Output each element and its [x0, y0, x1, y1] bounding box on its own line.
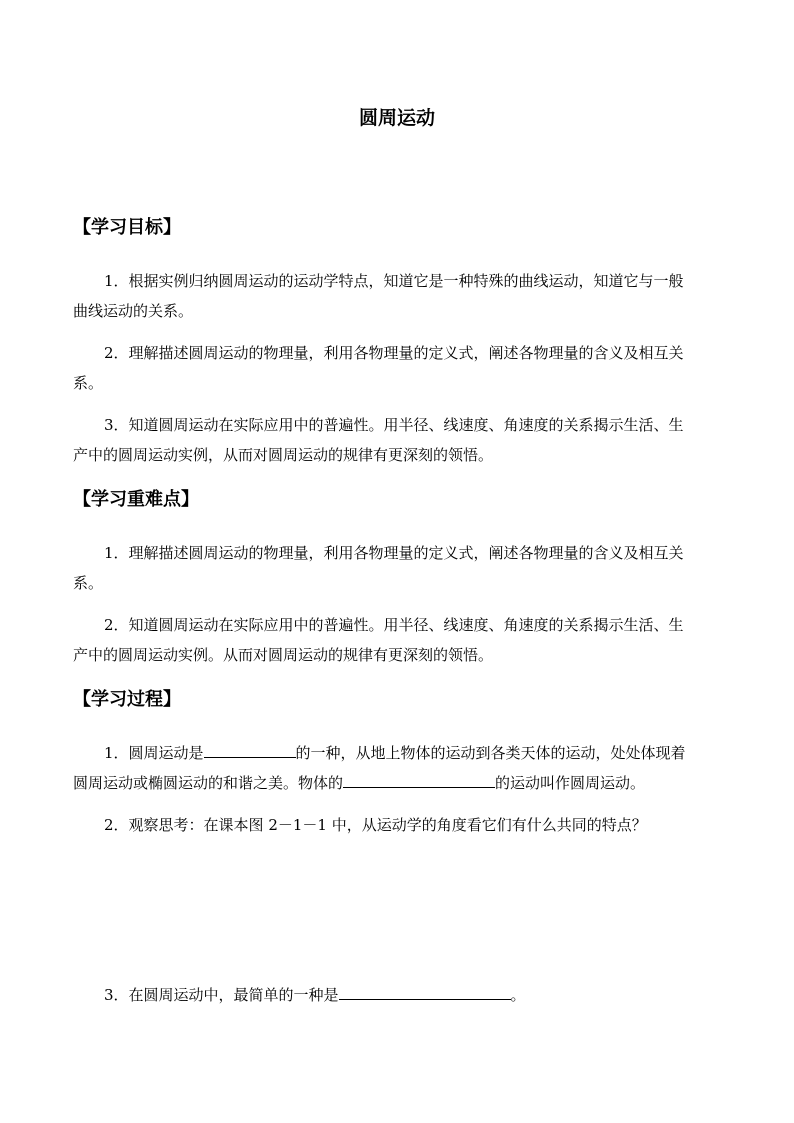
goal-item-3-line1: 3．知道圆周运动在实际应用中的普遍性。用半径、线速度、角速度的关系揭示生活、生	[104, 416, 684, 434]
q1-text-b: 的一种，从地上物体的运动到各类天体的运动，处处体现着	[295, 744, 686, 762]
goal-item-3-line2: 产中的圆周运动实例，从而对圆周运动的规律有更深刻的领悟。	[73, 446, 494, 464]
process-question-1-line1	[73, 738, 723, 768]
process-question-1-line2	[73, 768, 723, 798]
process-question-2	[73, 810, 723, 840]
process-question-3-line1	[73, 980, 723, 1010]
process-question-1	[73, 738, 723, 798]
goal-item-2	[73, 338, 723, 398]
section-heading-key-points: 【学习重难点】	[73, 489, 199, 510]
q1-text-d: 的运动叫作圆周运动。	[495, 774, 646, 792]
section-heading-goals: 【学习目标】	[73, 217, 181, 238]
key-point-item-2-line1: 2．知道圆周运动在实际应用中的普遍性。用半径、线速度、角速度的关系揭示生活、生	[104, 616, 684, 634]
q3-text-b: 。	[510, 986, 526, 1004]
q1-text-c: 圆周运动或椭圆运动的和谐之美。物体的	[73, 774, 344, 792]
key-point-item-1-line1: 1．理解描述圆周运动的物理量，利用各物理量的定义式，阐述各物理量的含义及相互关	[104, 544, 684, 562]
goal-item-2-line1: 2．理解描述圆周运动的物理量，利用各物理量的定义式，阐述各物理量的含义及相互关	[104, 344, 684, 362]
key-point-item-1-line2: 系。	[73, 574, 104, 592]
key-point-item-2	[73, 610, 723, 670]
goal-item-1-line2: 曲线运动的关系。	[73, 302, 194, 320]
goal-item-3	[73, 410, 723, 470]
goal-item-1-line1: 1．根据实例归纳圆周运动的运动学特点，知道它是一种特殊的曲线运动，知道它与一般	[104, 272, 684, 290]
q3-text-a: 3．在圆周运动中，最简单的一种是	[104, 986, 339, 1004]
q1-text-a: 1．圆周运动是	[104, 744, 204, 762]
key-point-item-2-line2: 产中的圆周运动实例。从而对圆周运动的规律有更深刻的领悟。	[73, 646, 494, 664]
q1-blank-1[interactable]	[204, 740, 296, 758]
process-question-2-line1: 2．观察思考：在课本图 2－1－1 中，从运动学的角度看它们有什么共同的特点？	[104, 816, 647, 834]
key-point-item-1	[73, 538, 723, 598]
goal-item-1	[73, 266, 723, 326]
page-title: 圆周运动	[358, 107, 435, 129]
section-heading-process: 【学习过程】	[73, 689, 181, 710]
q3-blank-1[interactable]	[339, 982, 511, 1000]
process-question-3	[73, 980, 723, 1010]
q1-blank-2[interactable]	[343, 770, 495, 788]
goal-item-2-line2: 系。	[73, 374, 104, 392]
